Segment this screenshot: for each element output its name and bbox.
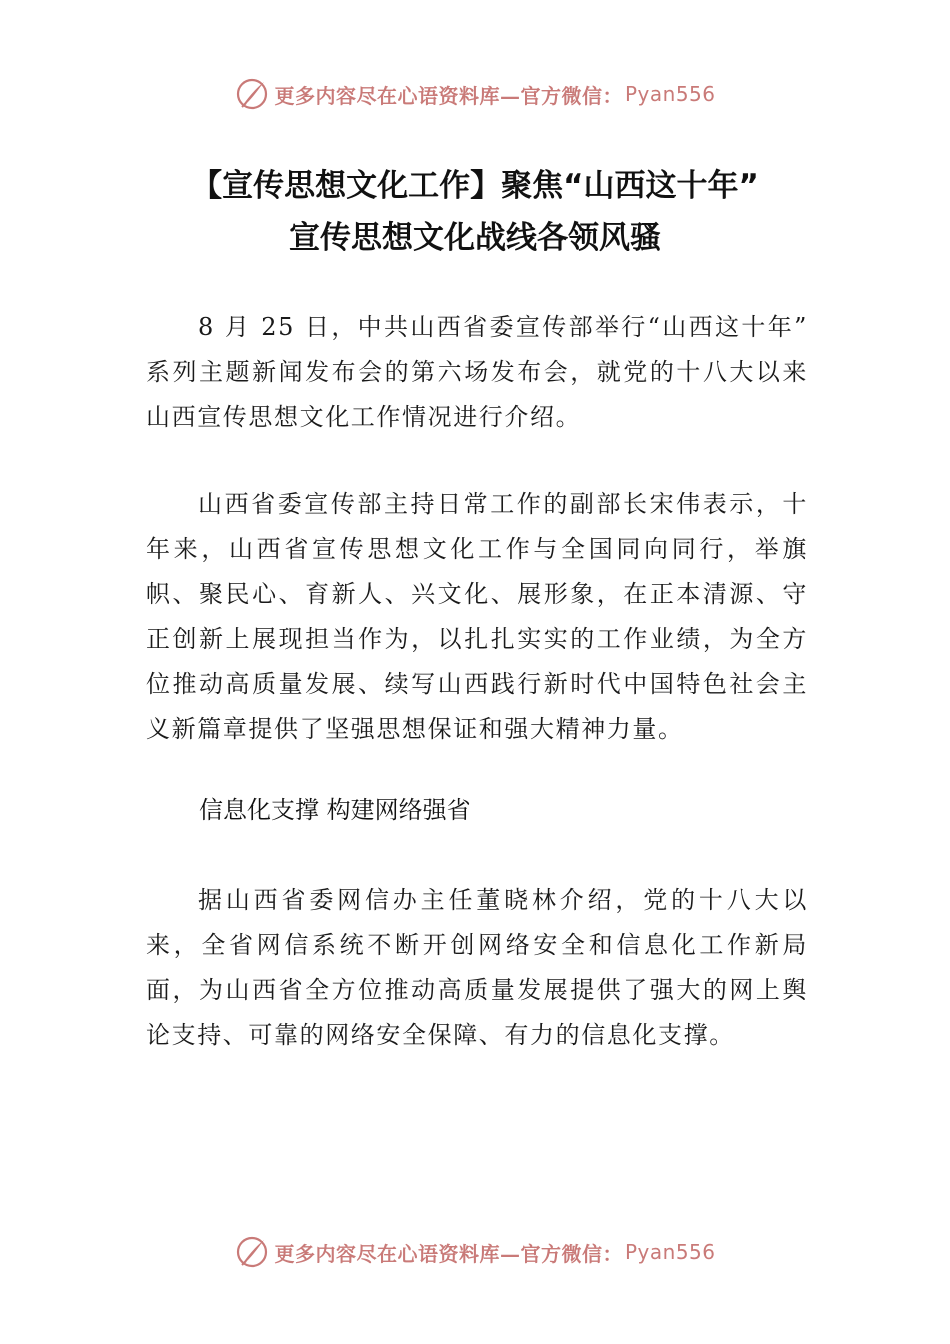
paragraph-2: 山西省委宣传部主持日常工作的副部长宋伟表示，十年来，山西省宣传思想文化工作与全国同向同行，举旗帜、聚民心、育新人、兴文化、展形象，在正本清源、守正创新上展现担当作为，以扎扎实实的工作业绩，为全方位推动高质量发展、续写山西践行新时代中国特色社会主义新篇章提供了坚强思想保证和强大精神力量。: [146, 490, 808, 743]
footer-watermark: [0, 1232, 950, 1272]
watermark-wechat-id: Pyan556: [624, 1240, 716, 1264]
section-heading: 信息化支撑 构建网络强省: [199, 796, 471, 824]
title-line-1: 【宣传思想文化工作】聚焦“山西这十年”: [191, 168, 759, 204]
title-line-2: 宣传思想文化战线各领风骚: [289, 220, 661, 256]
page-title: [100, 160, 850, 264]
watermark-wechat-id: Pyan556: [624, 82, 716, 106]
quill-logo-icon: [234, 76, 270, 112]
header-watermark: [0, 74, 950, 114]
watermark-text: 更多内容尽在心语资料库—官方微信：: [274, 1241, 623, 1266]
paragraph-1: 8 月 25 日，中共山西省委宣传部举行“山西这十年” 系列主题新闻发布会的第六场发布会，就党的十八大以来山西宣传思想文化工作情况进行介绍。: [146, 313, 808, 431]
watermark-text: 更多内容尽在心语资料库—官方微信：: [274, 83, 623, 108]
paragraph-3: 据山西省委网信办主任董晓林介绍，党的十八大以来，全省网信系统不断开创网络安全和信息化工作新局面，为山西省全方位推动高质量发展提供了强大的网上舆论支持、可靠的网络安全保障、有力的信息化支撑。: [146, 886, 808, 1049]
quill-logo-icon: [234, 1234, 270, 1270]
